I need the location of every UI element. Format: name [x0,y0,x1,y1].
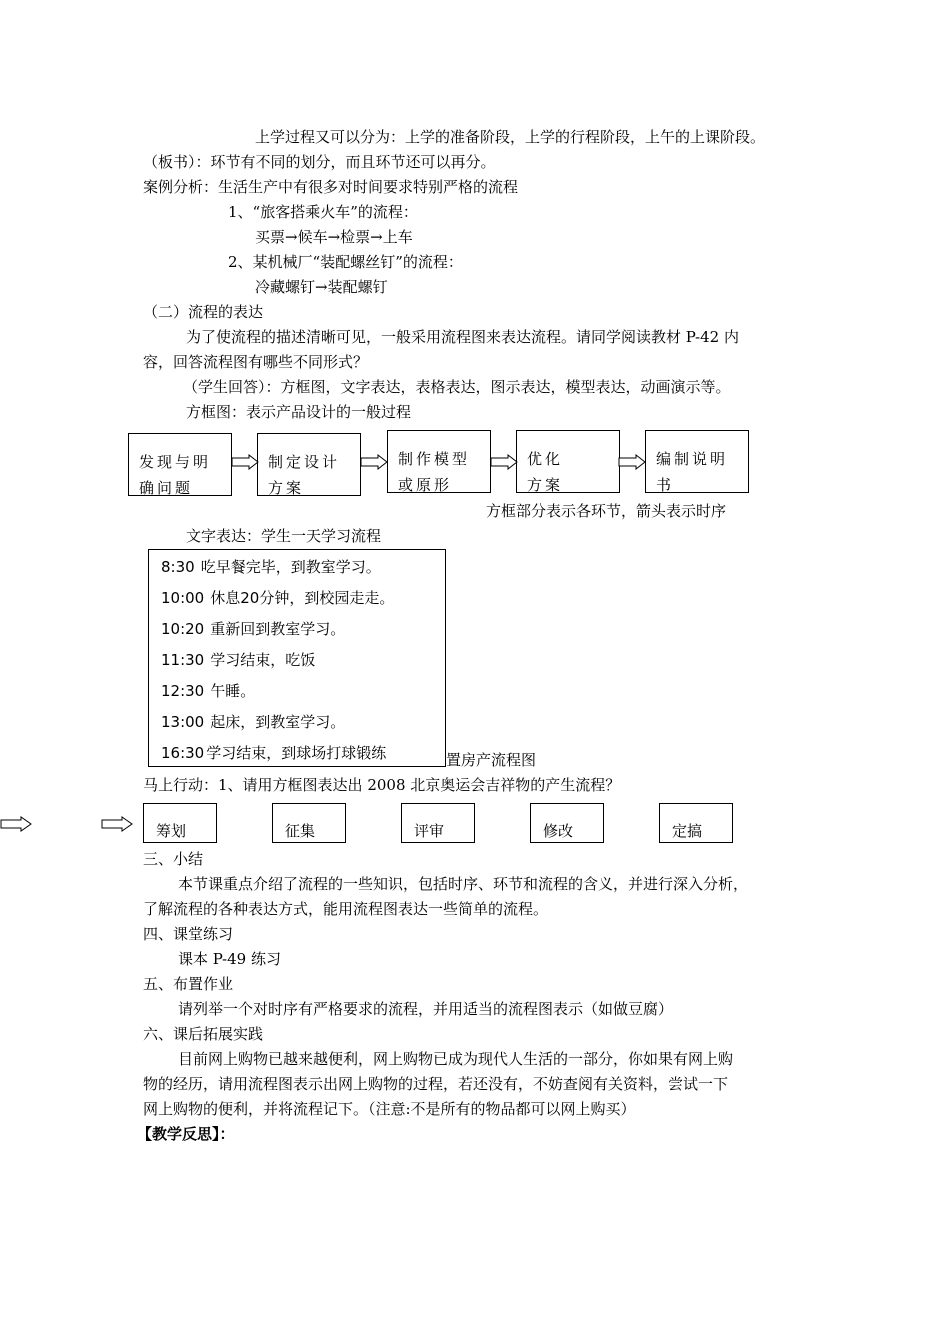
schedule-text: 学习结束，到球场打球锻练 [206,744,387,762]
flow-box-label: 优化 [527,450,564,468]
schedule-row [161,619,345,639]
flow-box-label: 制定设计 [268,453,341,471]
flow-box-plan [143,803,217,843]
schedule-text: 学习结束，吃饭 [210,651,316,669]
text-line: 1、“旅客搭乘火车”的流程： [228,203,418,221]
text-line: 请列举一个对时序有严格要求的流程，并用适当的流程图表示（如做豆腐） [178,1000,674,1018]
flow-box-collect [272,803,346,843]
flow-box-label: 修改 [543,822,574,840]
text-line: （板书）：环节有不同的划分，而且环节还可以再分。 [143,153,496,171]
text-line: 置房产流程图 [446,751,537,769]
schedule-time: 10:00 [161,589,205,607]
text-line: 目前网上购物已越来越便利，网上购物已成为现代人生活的一部分，你如果有网上购 [178,1050,734,1068]
schedule-row [161,743,386,763]
text-line: 了解流程的各种表达方式，能用流程图表达一些简单的流程。 [143,900,549,918]
flow-box-label: 编制说明 [656,450,729,468]
text-line: 案例分析：生活生产中有很多对时间要求特别严格的流程 [143,178,519,196]
flow-box-label: 发现与明 [139,453,212,471]
schedule-row [161,712,345,732]
schedule-row [161,557,381,577]
text-line: 冷藏螺钉→装配螺钉 [255,278,388,296]
text-line: 本节课重点介绍了流程的一些知识，包括时序、环节和流程的含义，并进行深入分析， [178,875,749,893]
schedule-text: 重新回到教室学习。 [210,620,346,638]
schedule-time: 12:30 [161,682,205,700]
schedule-box [148,549,446,767]
flow-box-label-cut: 方案 [527,476,564,493]
schedule-time: 8:30 [161,558,195,576]
schedule-text: 起床，到教室学习。 [210,713,346,731]
schedule-row [161,681,255,701]
text-line: 马上行动：1、请用方框图表达出 2008 北京奥运会吉祥物的产生流程？ [143,776,621,794]
text-line: （学生回答）：方框图，文字表达，表格表达，图示表达，模型表达，动画演示等。 [183,378,731,396]
section-heading: 六、课后拓展实践 [143,1025,264,1043]
schedule-time: 11:30 [161,651,205,669]
section-heading: 五、布置作业 [143,975,234,993]
flow-box-finalize [659,803,733,843]
schedule-text: 午睡。 [210,682,256,700]
text-line: 文字表达：学生一天学习流程 [186,527,382,545]
flow-box-revise [530,803,604,843]
flow-box-plan [257,433,361,496]
flow-box-label: 制作模型 [398,450,471,468]
arrow-right-icon [360,454,388,470]
flow-box-model [387,430,491,493]
schedule-row [161,588,394,608]
text-line: 物的经历，请用流程图表示出网上购物的过程，若还没有，不妨查阅有关资料，尝试一下 [143,1075,729,1093]
flow-box-label: 定搞 [672,822,703,840]
schedule-text: 休息20分钟，到校园走走。 [210,589,395,607]
flow-box-review [401,803,475,843]
schedule-time: 10:20 [161,620,205,638]
text-line: 课本 P-49 练习 [178,950,281,968]
section-heading: 三、小结 [143,850,204,868]
flow-box-label-cut: 书 [656,476,675,493]
text-line: 买票→候车→检票→上车 [255,228,413,246]
flow-box-manual [645,430,749,493]
flow-box-optimize [516,430,620,493]
flow-box-label-cut: 或原形 [398,476,453,493]
section-heading: 【教学反思】： [137,1125,235,1143]
arrow-right-icon [231,454,259,470]
schedule-row [161,650,315,670]
flow-box-label-cut: 方案 [268,479,305,496]
arrow-right-icon [618,454,646,470]
flow-box-label: 征集 [285,822,316,840]
schedule-time: 13:00 [161,713,205,731]
text-line: 网上购物的便利，并将流程记下。（注意:不是所有的物品都可以网上购买） [143,1100,636,1118]
text-line: 方框图：表示产品设计的一般过程 [186,403,412,421]
flow-box-discover [128,433,232,496]
arrow-right-icon [0,816,32,832]
section-heading: 四、课堂练习 [143,925,234,943]
text-line: 容，回答流程图有哪些不同形式？ [143,353,369,371]
section-heading: （二）流程的表达 [143,303,264,321]
text-line: 为了使流程的描述清晰可见，一般采用流程图来表达流程。请同学阅读教材 P-42 内 [186,328,739,346]
flow-box-label-cut: 确问题 [139,479,194,496]
text-line: 方框部分表示各环节，箭头表示时序 [486,502,727,520]
flow-box-label: 评审 [414,822,445,840]
text-line: 上学过程又可以分为：上学的准备阶段，上学的行程阶段，上午的上课阶段。 [255,128,766,146]
text-line: 2、某机械厂“装配螺丝钉”的流程： [228,253,463,271]
schedule-text: 吃早餐完毕，到教室学习。 [200,558,381,576]
flow-box-label: 筹划 [156,822,187,840]
arrow-right-icon [101,816,133,832]
arrow-right-icon [490,454,518,470]
schedule-time: 16:30 [161,744,205,762]
